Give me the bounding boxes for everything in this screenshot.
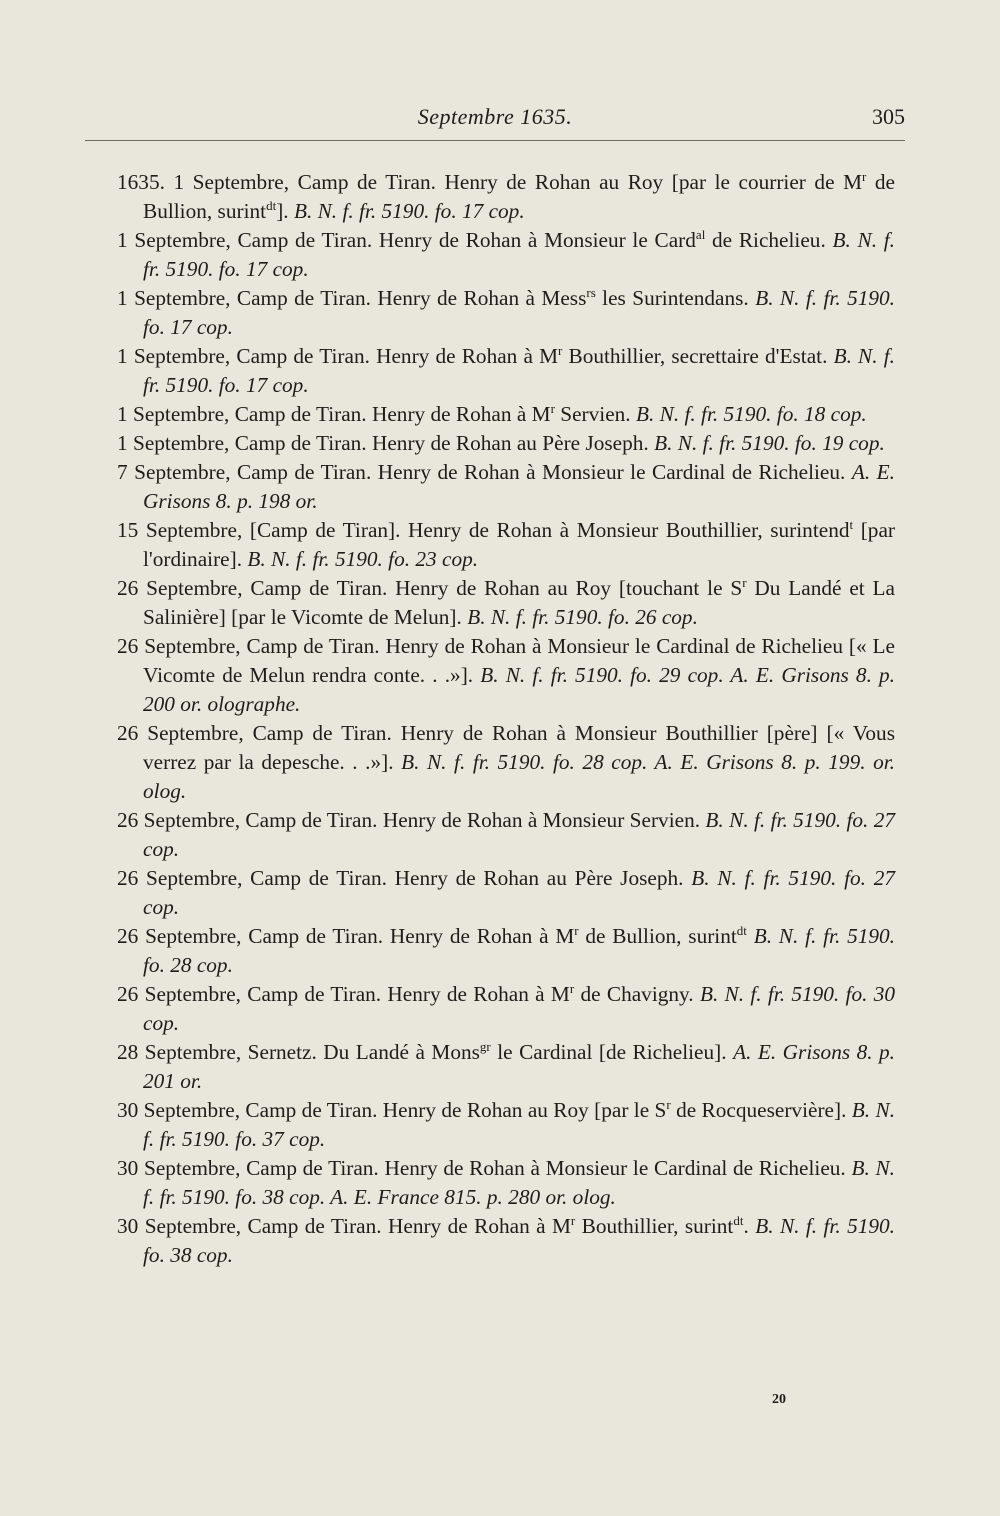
entry-date: 1 [117,402,128,426]
running-head [85,100,905,141]
entry-reference: B. N. f. fr. 5190. fo. 17 cop. [293,199,525,223]
entry-reference: B. N. f. fr. 5190. fo. 27 cop. [143,808,895,861]
entry-date: 1 [173,170,185,194]
entry-date: 1 [117,286,128,310]
entry-item [117,168,895,226]
entry-date: 1 [117,431,128,455]
entry-date: 1 [117,228,128,252]
entry-date: 1 [117,344,128,368]
entry-text: Septembre, Camp de Tiran. Henry de Rohan au Roy [par le $S^r$ de Rocqueservière]. [143,1097,847,1122]
entry-reference: B. N. f. fr. 5190. fo. 17 cop. [143,344,895,397]
entry-text: Septembre, Camp de Tiran. Henry de Rohan à Monsieur le Card$^{al}$ de Richelieu. [134,227,826,252]
entry-item [117,342,895,400]
entry-item [117,864,895,922]
entry-text: Septembre, Sernetz. Du Landé à Mons$^{gr}$ le Cardinal [de Richelieu]. [144,1039,727,1064]
entry-date: 26 [117,924,139,948]
entry-text: Septembre, Camp de Tiran. Henry de Rohan au Roy [touchant le $S^r$ Du Landé et La Salinière] [par le Vicomte de Melun]. [143,575,895,629]
page-title: Septembre 1635. [417,104,573,129]
entry-text: Septembre, Camp de Tiran. Henry de Rohan à $M^r$ Servien. [132,401,631,426]
entry-reference: B. N. f. fr. 5190. fo. 19 cop. [654,431,885,455]
entry-item [117,400,895,429]
entry-item [117,284,895,342]
entry-item [117,719,895,806]
entry-text: Septembre, [Camp de Tiran]. Henry de Rohan à Monsieur Bouthillier, surintend$^t$ [par l'ordinaire]. [143,517,895,571]
entry-reference: B. N. f. fr. 5190. fo. 27 cop. [143,866,895,919]
entry-item [117,1038,895,1096]
entry-date: 26 [117,808,139,832]
entry-text: Septembre, Camp de Tiran. Henry de Rohan à $M^r$ de Bullion, surint$^{dt}$ [145,923,747,948]
entry-reference: A. E. Grisons 8. p. 198 or. [143,460,895,513]
entry-text: Septembre, Camp de Tiran. Henry de Rohan au Père Joseph. [146,866,684,890]
entry-list [117,168,895,1270]
entry-reference: B. N. f. fr. 5190. fo. 38 cop. [143,1214,895,1267]
entry-text: Septembre, Camp de Tiran. Henry de Rohan au Père Joseph. [132,431,649,455]
entry-item [117,226,895,284]
entry-date: 30 [117,1214,139,1238]
entry-item [117,458,895,516]
entry-item [117,574,895,632]
entry-reference: B. N. f. fr. 5190. fo. 17 cop. [143,286,896,339]
entry-date: 28 [117,1040,139,1064]
entry-reference: A. E. Grisons 8. p. 201 or. [143,1040,896,1093]
entry-text: Septembre, Camp de Tiran. Henry de Rohan à Mess$^{rs}$ les Surintendans. [134,285,749,310]
entry-date: 30 [117,1156,139,1180]
entry-text: Septembre, Camp de Tiran. Henry de Rohan à Monsieur le Cardinal de Richelieu. [134,460,846,484]
entry-text: Septembre, Camp de Tiran. Henry de Rohan à $M^r$ Bouthillier, surint$^{dt}$. [144,1213,749,1238]
entry-date: 26 [117,634,139,658]
entry-reference: B. N. f. fr. 5190. fo. 30 cop. [143,982,896,1035]
entry-item [117,1154,895,1212]
entry-reference: B. N. f. fr. 5190. fo. 37 cop. [143,1098,896,1151]
entry-item [117,1212,895,1270]
entry-text: Septembre, Camp de Tiran. Henry de Rohan à Monsieur le Cardinal de Richelieu [« Le Vicomte de Melun rendra conte. . .»]. [143,634,896,687]
entry-reference: B. N. f. fr. 5190. fo. 28 cop. [143,924,895,977]
entry-item [117,632,895,719]
entry-reference: B. N. f. fr. 5190. fo. 18 cop. [635,402,867,426]
entry-date: 26 [117,982,139,1006]
entry-year: 1635. [117,170,165,194]
entry-item [117,429,895,458]
entry-text: Septembre, Camp de Tiran. Henry de Rohan à $M^r$ Bouthillier, secrettaire d'Estat. [133,343,828,368]
signature-mark: 20 [772,1392,786,1407]
entry-reference: B. N. f. fr. 5190. fo. 26 cop. [467,605,698,629]
entry-text: Septembre, Camp de Tiran. Henry de Rohan au Roy [par le courrier de $M^r$ de Bullion, surint$^{dt}$]. [143,169,895,223]
entry-item [117,806,895,864]
entry-text: Septembre, Camp de Tiran. Henry de Rohan à Monsieur le Cardinal de Richelieu. [144,1156,846,1180]
entry-date: 26 [117,576,139,600]
entry-reference: B. N. f. fr. 5190. fo. 28 cop. A. E. Grisons 8. p. 199. or. olog. [143,750,895,803]
entry-reference: B. N. f. fr. 5190. fo. 38 cop. A. E. France 815. p. 280 or. olog. [143,1156,896,1209]
entry-reference: B. N. f. fr. 5190. fo. 23 cop. [247,547,479,571]
entry-text: Septembre, Camp de Tiran. Henry de Rohan à Monsieur Servien. [143,808,701,832]
entry-date: 26 [117,866,139,890]
entry-reference: B. N. f. fr. 5190. fo. 17 cop. [143,228,896,281]
entry-date: 30 [117,1098,139,1122]
entry-item [117,980,895,1038]
entry-item [117,1096,895,1154]
entry-date: 26 [117,721,139,745]
entry-text: Septembre, Camp de Tiran. Henry de Rohan à $M^r$ de Chavigny. [144,981,694,1006]
entry-item [117,922,895,980]
entry-date: 15 [117,518,139,542]
entry-reference: B. N. f. fr. 5190. fo. 29 cop. A. E. Grisons 8. p. 200 or. olographe. [143,663,895,716]
page-number: 305 [872,104,905,129]
entry-item [117,516,895,574]
entry-date: 7 [117,460,128,484]
entry-text: Septembre, Camp de Tiran. Henry de Rohan à Monsieur Bouthillier [père] [« Vous verrez par la depesche. . .»]. [143,721,895,774]
